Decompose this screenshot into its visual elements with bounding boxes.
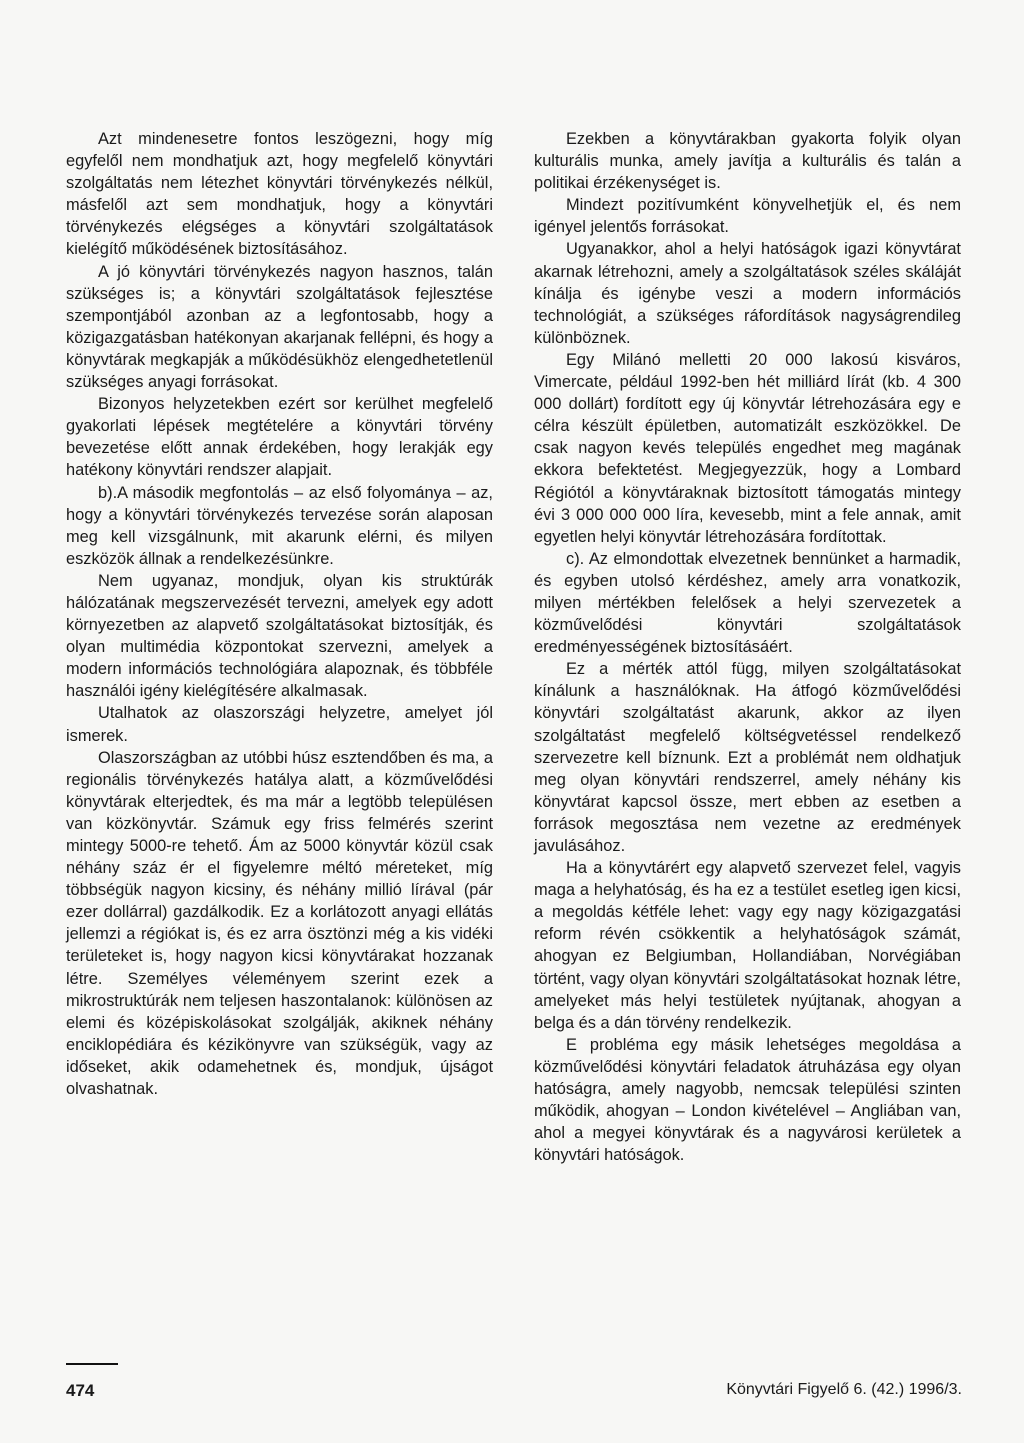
paragraph: Azt mindenesetre fontos leszögezni, hogy míg egyfelől nem mondhatjuk azt, hogy megfelelő könyvtári szolgáltatás nem létezhet könyvtári törvénykezés nélkül, másfelől azt sem mondhatjuk, hogy a könyvtári törvénykezés elégséges a könyvtári szolgáltatások kielégítő működésének biztosításához. (66, 130, 493, 259)
right-column (534, 128, 961, 1166)
paragraph: A jó könyvtári törvénykezés nagyon hasznos, talán szükséges is; a könyvtári szolgáltatások fejlesztése szempontjából azonban az a legfontosabb, hogy a közigazgatásban hatékonyan akarjanak fellépni, és hogy a könyvtárak megkapják a működésükhöz elengedhetetlenül szükséges anyagi forrásokat. (66, 262, 493, 392)
paragraph: Ez a mérték attól függ, milyen szolgáltatásokat kínálunk a használóknak. Ha átfogó közművelődési könyvtári szolgáltatást akarunk, akkor az ilyen szolgáltatást megfelelő költségvetéssel rendelkező szervezetre kell bíznunk. Ezt a problémát nem oldhatjuk meg olyan könyvtári rendszerrel, amely néhány kis könyvtárat kapcsol össze, mert ebben az esetben a források megosztása nem vezetne az eredmények javulásához. (534, 660, 961, 855)
paragraph: Utalhatok az olaszországi helyzetre, amelyet jól ismerek. (66, 704, 493, 745)
paragraph: b).A második megfontolás – az első folyománya – az, hogy a könyvtári törvénykezés tervezése során alaposan meg kell vizsgálnunk, mit akarunk elérni, és milyen eszközök állnak a rendelkezésünkre. (66, 483, 493, 568)
paragraph: Olaszországban az utóbbi húsz esztendőben és ma, a regionális törvénykezés hatálya alatt, a közművelődési könyvtárak elterjedtek, és ma már a legtöbb településen van közkönyvtár. Számuk egy friss felmérés szerint mintegy 5000-re tehető. Ám az 5000 könyvtár közül csak néhány száz ér el figyelemre méltó méreteket, míg többségük nagyon kicsiny, és néhány millió lírával (pár ezer dollárral) gazdálkodik. Ez a korlátozott anyagi ellátás jellemzi a régiókat is, és ez arra ösztönzi még a kis vidéki területeket is, hogy nagyon kicsi könyvtárakat hozzanak létre. Személyes véleményem szerint ezek a mikrostruktúrák nem teljesen haszontalanok: különösen az elemi és középiskolásokat szolgálják, akiknek néhány enciklopédiára és kézikönyvre van szükségük, vagy az időseket, akik odamehetnek és, mondjuk, újságot olvashatnak. (66, 748, 493, 1099)
paragraph: E probléma egy másik lehetséges megoldása a közművelődési könyvtári feladatok átruházása egy olyan hatóságra, amely nagyobb, nemcsak települési szinten működik, ahogyan – London kivételével – Angliában van, ahol a megyei könyvtárak és a nagyvárosi kerületek a könyvtári hatóságok. (534, 1035, 961, 1165)
journal-citation: Könyvtári Figyelő 6. (42.) 1996/3. (726, 1381, 962, 1398)
paragraph: Bizonyos helyzetekben ezért sor kerülhet megfelelő gyakorlati lépések megtételére a könyvtári törvény bevezetése előtt annak érdekében, hogy lerakják egy hatékony könyvtári rendszer alapjait. (66, 395, 493, 480)
paragraph: Ha a könyvtárért egy alapvető szervezet felel, vagyis maga a helyhatóság, és ha ez a testület esetleg igen kicsi, a megoldás kétféle lehet: vagy egy nagy közigazgatási reform révén csökkentik a helyhatóságok számát, ahogyan ez Belgiumban, Hollandiában, Norvégiában történt, vagy olyan könyvtári szolgáltatásokat hoznak létre, amelyeket más helyi testületek nyújtanak, ahogyan a belga és a dán törvény rendelkezik. (534, 859, 961, 1032)
paragraph: Egy Milánó melletti 20 000 lakosú kisváros, Vimercate, például 1992-ben hét milliárd lírát (kb. 4 300 000 dollárt) fordított egy új könyvtár létrehozására egy e célra készült épületben, automatizált eszközökkel. De csak nagyon kevés település engedhet meg magának ekkora befektetést. Megjegyezzük, hogy a Lombard Régiótól a könyvtáraknak biztosított támogatás mintegy évi 3 000 000 000 líra, kevesebb, mint a fele annak, amit egyetlen helyi könyvtár létrehozására fordítottak. (534, 350, 961, 546)
left-column (66, 128, 493, 1100)
paragraph: c). Az elmondottak elvezetnek bennünket a harmadik, és egyben utolsó kérdéshez, amely arra vonatkozik, milyen mértékben felelősek a helyi szervezetek a közművelődési könyvtári szolgáltatások eredményességének biztosításáért. (534, 549, 961, 657)
paragraph: Ezekben a könyvtárakban gyakorta folyik olyan kulturális munka, amely javítja a kulturális és talán a politikai érzékenységet is. (534, 130, 961, 193)
page-number: 474 (66, 1363, 118, 1401)
paragraph: Mindezt pozitívumként könyvelhetjük el, és nem igényel jelentős forrásokat. (534, 196, 961, 237)
paragraph: Ugyanakkor, ahol a helyi hatóságok igazi könyvtárat akarnak létrehozni, amely a szolgáltatások széles skáláját kínálja és igénybe veszi a modern információs technológiát, a szükséges ráfordítások nagyságrendileg különböznek. (534, 240, 961, 347)
paragraph: Nem ugyanaz, mondjuk, olyan kis struktúrák hálózatának megszervezését tervezni, amelyek egy adott környezetben az alapvető szolgáltatásokat biztosítják, és olyan multimédia központokat szervezni, amelyek a modern információs technológiára alapoznak, és többféle használói igény kielégítésére alkalmasak. (66, 571, 493, 701)
